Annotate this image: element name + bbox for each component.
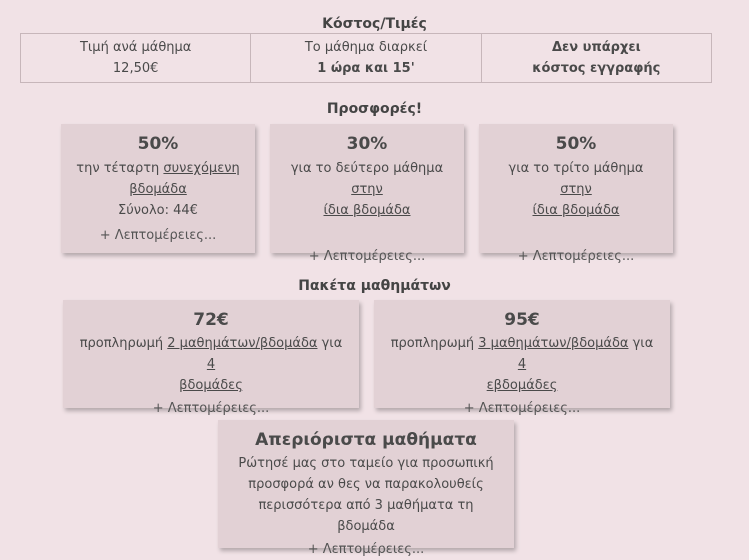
unlimited-title: Απεριόριστα μαθήματα bbox=[255, 430, 477, 450]
offer-link[interactable]: στην bbox=[351, 182, 383, 197]
cost-cell-duration bbox=[251, 34, 481, 83]
offer-link[interactable]: βδομάδα bbox=[129, 182, 187, 197]
cost-cell-label: Τιμή ανά μάθημα bbox=[79, 40, 192, 55]
unlimited-text: προσφορά αν θες να παρακολουθείς bbox=[248, 477, 484, 492]
package-link[interactable]: εβδομάδες bbox=[486, 378, 558, 393]
offer-percent: 50% bbox=[137, 134, 179, 154]
offer-card-3 bbox=[479, 124, 673, 264]
offer-text: για το δεύτερο μάθημα bbox=[290, 161, 444, 176]
package-text: για bbox=[628, 336, 654, 351]
package-price: 95€ bbox=[504, 310, 540, 330]
package-card-2 bbox=[374, 300, 670, 416]
offer-card-1 bbox=[61, 124, 255, 253]
details-link[interactable]: + Λεπτομέρειες... bbox=[152, 401, 270, 416]
cost-cell-price bbox=[21, 34, 251, 83]
offer-link[interactable]: συνεχόμενη bbox=[163, 161, 240, 176]
package-text: προπληρωμή bbox=[390, 336, 479, 351]
offer-percent: 50% bbox=[555, 134, 597, 154]
package-link[interactable]: βδομάδες bbox=[179, 378, 243, 393]
offer-description bbox=[491, 158, 661, 221]
details-link[interactable]: + Λεπτομέρειες... bbox=[307, 542, 425, 557]
offers-title: Προσφορές! bbox=[326, 101, 423, 117]
packages-title: Πακέτα μαθημάτων bbox=[298, 278, 451, 294]
offer-link[interactable]: ίδια βδομάδα bbox=[532, 203, 620, 218]
details-link[interactable]: + Λεπτομέρειες... bbox=[99, 228, 217, 243]
details-link[interactable]: + Λεπτομέρειες... bbox=[308, 249, 426, 264]
details-link[interactable]: + Λεπτομέρειες... bbox=[517, 249, 635, 264]
cost-cell-label: Το μάθημα διαρκεί bbox=[304, 40, 428, 55]
offer-description bbox=[282, 158, 452, 221]
package-text: για bbox=[317, 336, 343, 351]
cost-cell-value: κόστος εγγραφής bbox=[532, 61, 661, 76]
package-price: 72€ bbox=[193, 310, 229, 330]
package-link[interactable]: 4 bbox=[517, 357, 527, 372]
costs-table bbox=[20, 33, 712, 83]
unlimited-text: Ρώτησέ μας στο ταμείο για προσωπική bbox=[238, 456, 494, 471]
offer-text: την τέταρτη bbox=[76, 161, 164, 176]
package-link[interactable]: 2 μαθημάτων/βδομάδα bbox=[167, 336, 318, 351]
package-description bbox=[75, 333, 347, 396]
package-card-1 bbox=[63, 300, 359, 416]
costs-title: Κόστος/Τιμές bbox=[322, 16, 427, 32]
package-text: προπληρωμή bbox=[79, 336, 168, 351]
package-link[interactable]: 3 μαθημάτων/βδομάδα bbox=[478, 336, 629, 351]
package-link[interactable]: 4 bbox=[206, 357, 216, 372]
offer-text: για το τρίτο μάθημα bbox=[508, 161, 644, 176]
cost-cell-value: 1 ώρα και 15' bbox=[317, 61, 415, 76]
unlimited-text: περισσότερα από 3 μαθήματα τη βδομάδα bbox=[258, 498, 474, 534]
offer-percent: 30% bbox=[346, 134, 388, 154]
details-link[interactable]: + Λεπτομέρειες... bbox=[463, 401, 581, 416]
cost-cell-registration bbox=[481, 34, 711, 83]
offer-description bbox=[73, 158, 243, 200]
package-description bbox=[386, 333, 658, 396]
offer-card-2 bbox=[270, 124, 464, 264]
offer-total: Σύνολο: 44€ bbox=[118, 203, 198, 218]
cost-cell-value: 12,50€ bbox=[112, 61, 159, 76]
offer-link[interactable]: ίδια βδομάδα bbox=[323, 203, 411, 218]
unlimited-card bbox=[218, 420, 514, 557]
offer-link[interactable]: στην bbox=[560, 182, 592, 197]
cost-cell-label: Δεν υπάρχει bbox=[551, 40, 641, 55]
unlimited-description bbox=[230, 453, 502, 537]
